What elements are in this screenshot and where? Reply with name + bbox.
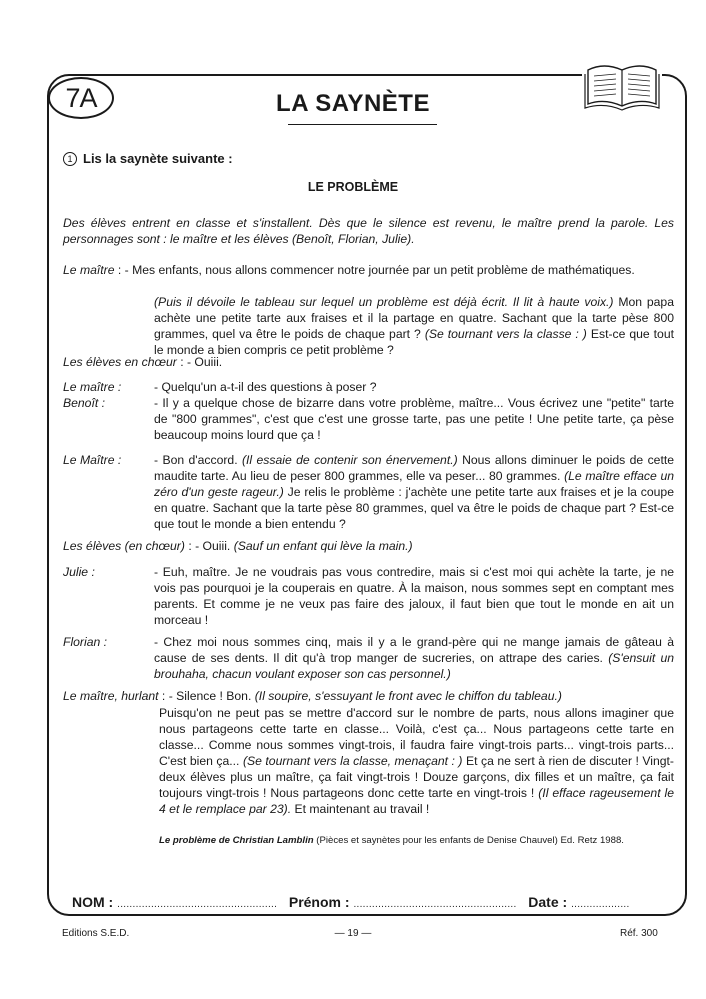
date-field[interactable]: ................... — [571, 899, 630, 910]
speaker-name: Le maître, hurlant — [63, 689, 159, 703]
nom-field[interactable]: .................................................... — [117, 899, 278, 910]
instruction-text: Lis la saynète suivante : — [83, 151, 233, 166]
stage-direction: (Se tournant vers la classe : ) — [424, 327, 587, 341]
stage-direction: (Il soupire, s'essuyant le front avec le chiffon du tableau.) — [254, 689, 562, 703]
name-date-fields — [72, 894, 630, 910]
source-title: Le problème de Christian Lamblin — [159, 835, 314, 846]
stage-direction: (Se tournant vers la classe, menaçant : ) — [242, 754, 463, 768]
speaker-name: Julie : — [63, 565, 95, 579]
speaker-name: Le maître — [63, 263, 115, 277]
speaker-name: Florian : — [63, 635, 108, 649]
instruction — [63, 151, 233, 166]
publisher: Editions S.E.D. — [62, 928, 130, 939]
dialogue-line-9-cont: Puisqu'on ne peut pas se mettre d'accord sur le nombre de parts, nous allons imaginer que nous partageons cette tarte en classe... Voilà, c'est ça... Nous partageons cette tarte en classe... Comme nous sommes vingt-trois, il faudra faire vingt-trois parts... vingt-trois parts... C'est bien ça... (Se tournant vers la classe, menaçant : ) Et ça ne sert à rien de discuter ! Vingt-deux élèves plus un maître, ça fait vingt-trois ! Douze garçons, dix filles et un maître, ça fait toujours vingt-trois ! Nous partageons donc cette tarte en vingt-trois ! (Il efface rageusement le 4 et le remplace par 23). Et maintenant au travail ! — [159, 706, 675, 816]
prenom-label: Prénom : — [288, 894, 350, 910]
intro-paragraph: Des élèves entrent en classe et s'installent. Dès que le silence est revenu, le maître prend la parole. Les personnages sont : le maître et les élèves (Benoît, Florian, Julie). — [63, 216, 674, 246]
speaker-name: Les élèves en chœur — [63, 355, 177, 369]
instruction-number: 1 — [63, 152, 77, 166]
dialogue-line-5: - Bon d'accord. (Il essaie de contenir son énervement.) Nous allons diminuer le poids de cette maudite tarte. Au lieu de peser 800 grammes, elle va peser... 80 grammes. (Le maître efface un zéro d'un geste rageur.) Je relis le problème : j'achète une petite tarte aux fraises et je la coupe en quatre. Sachant que la tarte pèse 80 grammes, quel va être le poids de chaque part ? Est-ce que tout le monde a bien entendu ? — [154, 453, 675, 531]
nom-label: NOM : — [72, 894, 114, 910]
page-title: LA SAYNÈTE — [276, 90, 430, 117]
worksheet-badge: 7A — [48, 77, 114, 119]
speaker-name: Benoît : — [63, 396, 106, 410]
dialogue-line-6: Les élèves (en chœur) : - Ouiii. (Sauf un enfant qui lève la main.) — [63, 539, 413, 553]
speaker-name: Le Maître : — [63, 453, 122, 467]
speaker-name: Les élèves (en chœur) — [63, 539, 185, 553]
stage-direction: (Le maître efface un zéro d'un geste rageur.) — [154, 469, 674, 499]
dialogue-line-3: - Quelqu'un a-t-il des questions à poser ? — [154, 380, 377, 394]
dialogue-line-9: Le maître, hurlant : - Silence ! Bon. (Il soupire, s'essuyant le front avec le chiffon du tableau.) — [63, 689, 562, 703]
source-citation — [159, 835, 624, 846]
page-number: — 19 — — [334, 928, 372, 939]
stage-direction: (S'ensuit un brouhaha, chacun voulant exposer son cas personnel.) — [154, 651, 675, 681]
stage-direction: (Puis il dévoile le tableau sur lequel un problème est déjà écrit. Il lit à haute voix.) — [154, 295, 614, 309]
reference: Réf. 300 — [620, 928, 658, 939]
prenom-field[interactable]: ..................................................... — [353, 899, 517, 910]
dialogue-line-2: Les élèves en chœur : - Ouiii. — [63, 355, 223, 369]
open-book-icon — [582, 60, 662, 112]
dialogue-line-7: - Euh, maître. Je ne voudrais pas vous contredire, mais si c'est moi qui achète la tarte, je ne vois pas pourquoi je la couperais en quatre. À la maison, nous sommes sept en comptant mes parents. Et comme je ne veux pas faire des jaloux, il faut bien que tout le monde en ait un morceau ! — [154, 565, 674, 627]
speaker-name: Le maître : — [63, 380, 122, 394]
title-underline — [288, 124, 437, 125]
play-title: LE PROBLÈME — [307, 180, 399, 194]
source-details: (Pièces et saynètes pour les enfants de Denise Chauvel) Ed. Retz 1988. — [316, 835, 624, 846]
dialogue-line-8: - Chez moi nous sommes cinq, mais il y a le grand-père qui ne mange jamais de gâteau à cause de ses dents. Il dit qu'à trop manger de sucreries, on attrape des caries. (S'ensuit un brouhaha, chacun voulant exposer son cas personnel.) — [154, 635, 675, 681]
dialogue-line-4: - Il y a quelque chose de bizarre dans votre problème, maître... Vous écrivez une "petite" tarte de "800 grammes", c'est que c'est une grosse tarte, pas une petite ! Une petite tarte, ça pèse beaucoup moins lourd que ça ! — [154, 396, 674, 442]
stage-direction: (Il efface rageusement le 4 et le remplace par 23). — [159, 786, 675, 816]
date-label: Date : — [528, 894, 568, 910]
stage-direction: (Sauf un enfant qui lève la main.) — [233, 539, 413, 553]
dialogue-line-1: Le maître : - Mes enfants, nous allons commencer notre journée par un petit problème de mathématiques. — [63, 263, 635, 277]
stage-direction: (Il essaie de contenir son énervement.) — [241, 453, 458, 467]
dialogue-line-1-cont: (Puis il dévoile le tableau sur lequel un problème est déjà écrit. Il lit à haute voix.) Mon papa achète une petite tarte aux fraises et il la partage en quatre. Sachant que la tarte pèse 800 grammes, quel va être le poids de chaque part ? (Se tournant vers la classe : ) Est-ce que tout le monde a bien compris ce petit problème ? — [154, 295, 674, 357]
